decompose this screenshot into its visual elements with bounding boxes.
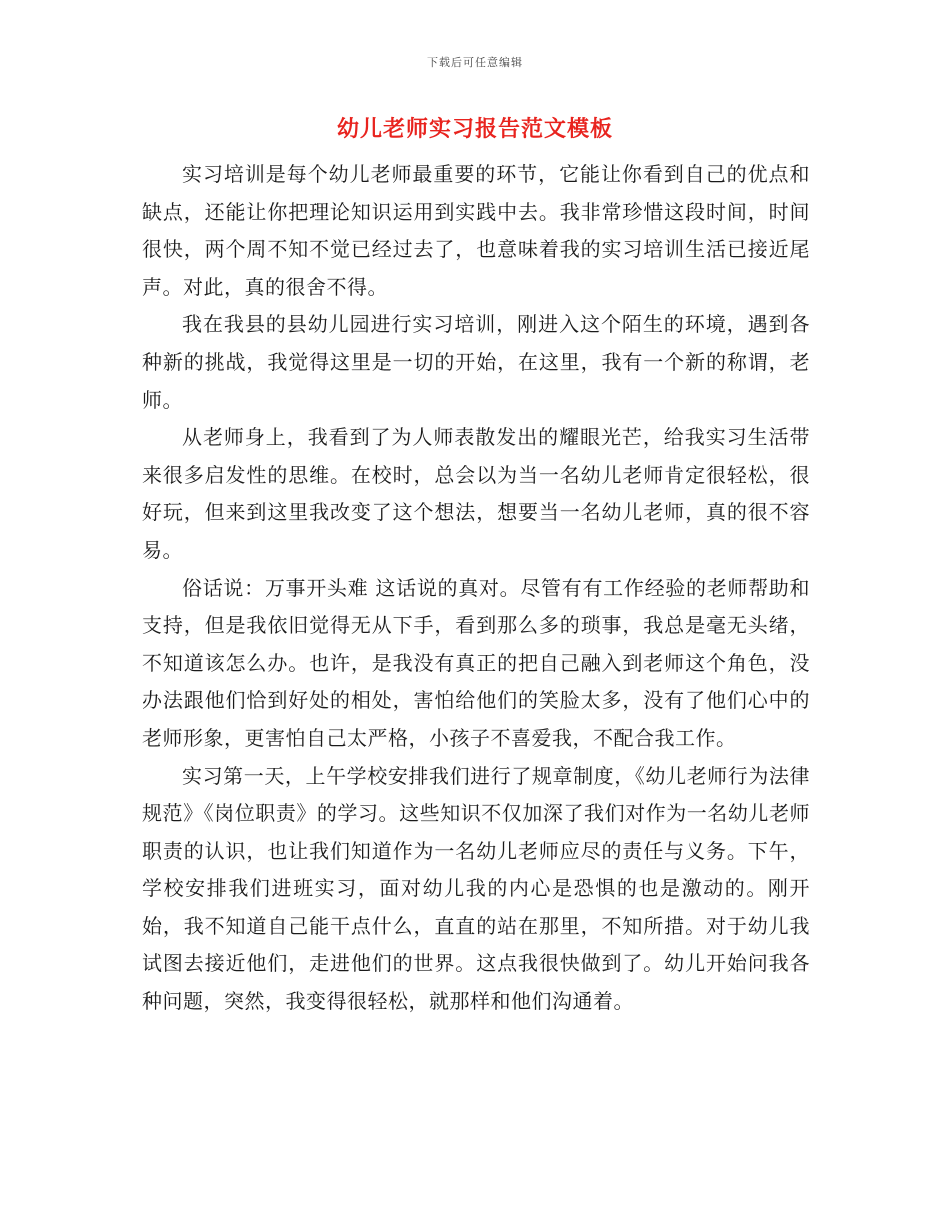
- paragraph-4: 俗话说：万事开头难 这话说的真对。尽管有有工作经验的老师帮助和支持，但是我依旧觉得无从下手，看到那么多的琐事，我总是毫无头绪，不知道该怎么办。也许，是我没有真正的把自己融入到老师这个角色，没办法跟他们恰到好处的相处，害怕给他们的笑脸太多，没有了他们心中的老师形象，更害怕自己太严格，小孩子不喜爱我，不配合我工作。: [142, 575, 810, 750]
- document-title: 幼儿老师实习报告范文模板: [336, 116, 613, 142]
- header-note: 下载后可任意编辑: [427, 56, 523, 69]
- paragraph-5: 实习第一天，上午学校安排我们进行了规章制度，《幼儿老师行为法律规范》《岗位职责》的学习。这些知识不仅加深了我们对作为一名幼儿老师职责的认识，也让我们知道作为一名幼儿老师应尽的责任与义务。下午，学校安排我们进班实习，面对幼儿我的内心是恐惧的也是激动的。刚开始，我不知道自己能干点什么，直直的站在那里，不知所措。对于幼儿我试图去接近他们，走进他们的世界。这点我很快做到了。幼儿开始问我各种问题，突然，我变得很轻松，就那样和他们沟通着。: [142, 763, 810, 1014]
- document-body: [142, 156, 810, 1021]
- paragraph-3: 从老师身上，我看到了为人师表散发出的耀眼光芒，给我实习生活带来很多启发性的思维。在校时，总会以为当一名幼儿老师肯定很轻松，很好玩，但来到这里我改变了这个想法，想要当一名幼儿老师，真的很不容易。: [142, 425, 810, 562]
- paragraph-2: 我在我县的县幼儿园进行实习培训，刚进入这个陌生的环境，遇到各种新的挑战，我觉得这里是一切的开始，在这里，我有一个新的称谓，老师。: [142, 312, 810, 412]
- paragraph-1: 实习培训是每个幼儿老师最重要的环节，它能让你看到自己的优点和缺点，还能让你把理论知识运用到实践中去。我非常珍惜这段时间，时间很快，两个周不知不觉已经过去了，也意味着我的实习培训生活已接近尾声。对此，真的很舍不得。: [142, 162, 810, 299]
